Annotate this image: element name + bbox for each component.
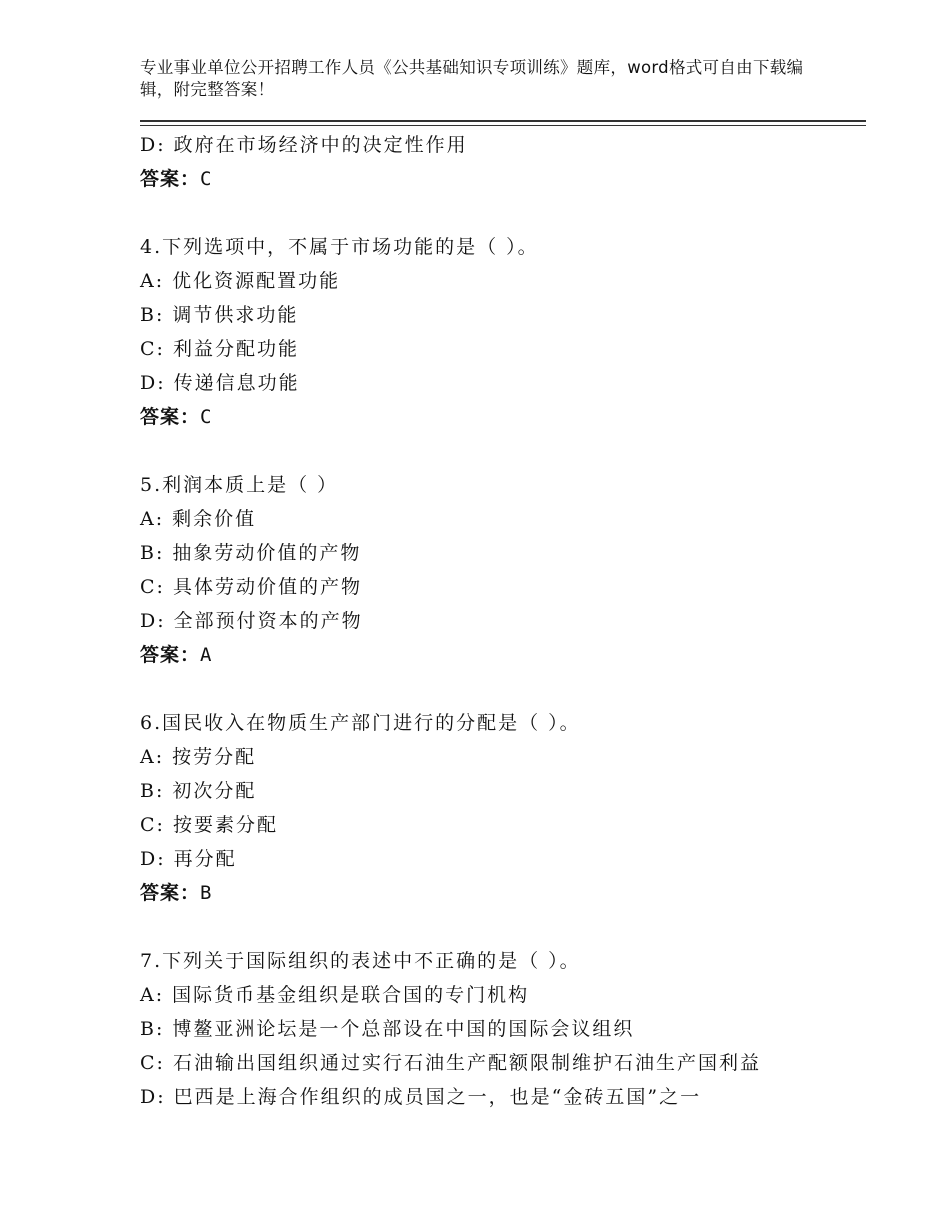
question-4-stem: 4.下列选项中，不属于市场功能的是（ ）。 bbox=[140, 236, 539, 258]
question-4-option-b: B: 调节供求功能 bbox=[140, 304, 299, 326]
question-6-stem: 6.国民收入在物质生产部门进行的分配是（ ）。 bbox=[140, 712, 581, 734]
question-5-option-b: B: 抽象劳动价值的产物 bbox=[140, 542, 362, 564]
answer-value: C bbox=[200, 406, 213, 428]
question-6-option-c: C: 按要素分配 bbox=[140, 814, 278, 836]
prev-option-d: D: 政府在市场经济中的决定性作用 bbox=[140, 134, 468, 156]
answer-value: C bbox=[200, 168, 213, 190]
header-rule-thin bbox=[140, 125, 866, 126]
question-4-option-a: A: 优化资源配置功能 bbox=[140, 270, 341, 292]
question-5-answer bbox=[140, 638, 866, 672]
prev-answer bbox=[140, 162, 866, 196]
question-5-option-a: A: 剩余价值 bbox=[140, 508, 257, 530]
answer-label: 答案： bbox=[140, 882, 201, 904]
question-6-option-b: B: 初次分配 bbox=[140, 780, 257, 802]
question-4-option-d: D: 传递信息功能 bbox=[140, 372, 300, 394]
document-header: 专业事业单位公开招聘工作人员《公共基础知识专项训练》题库，word格式可自由下载编辑，附完整答案！ bbox=[140, 58, 804, 99]
question-4-option-c: C: 利益分配功能 bbox=[140, 338, 299, 360]
question-5-option-c: C: 具体劳动价值的产物 bbox=[140, 576, 362, 598]
answer-label: 答案： bbox=[140, 168, 201, 190]
question-6-option-a: A: 按劳分配 bbox=[140, 746, 257, 768]
question-7-option-a: A: 国际货币基金组织是联合国的专门机构 bbox=[140, 984, 530, 1006]
question-4-answer bbox=[140, 400, 866, 434]
question-list bbox=[140, 128, 866, 1114]
question-7-option-c: C: 石油输出国组织通过实行石油生产配额限制维护石油生产国利益 bbox=[140, 1052, 761, 1074]
question-6-answer bbox=[140, 876, 866, 910]
header-rule-thick bbox=[140, 120, 866, 122]
question-6-option-d: D: 再分配 bbox=[140, 848, 237, 870]
answer-value: B bbox=[200, 882, 213, 904]
question-5-stem: 5.利润本质上是（ ） bbox=[140, 474, 339, 496]
answer-label: 答案： bbox=[140, 644, 201, 666]
answer-label: 答案： bbox=[140, 406, 201, 428]
answer-value: A bbox=[200, 644, 213, 666]
question-5-option-d: D: 全部预付资本的产物 bbox=[140, 610, 363, 632]
question-7-option-d: D: 巴西是上海合作组织的成员国之一，也是“金砖五国”之一 bbox=[140, 1086, 702, 1108]
question-7-stem: 7.下列关于国际组织的表述中不正确的是（ ）。 bbox=[140, 950, 581, 972]
question-7-option-b: B: 博鳌亚洲论坛是一个总部设在中国的国际会议组织 bbox=[140, 1018, 635, 1040]
